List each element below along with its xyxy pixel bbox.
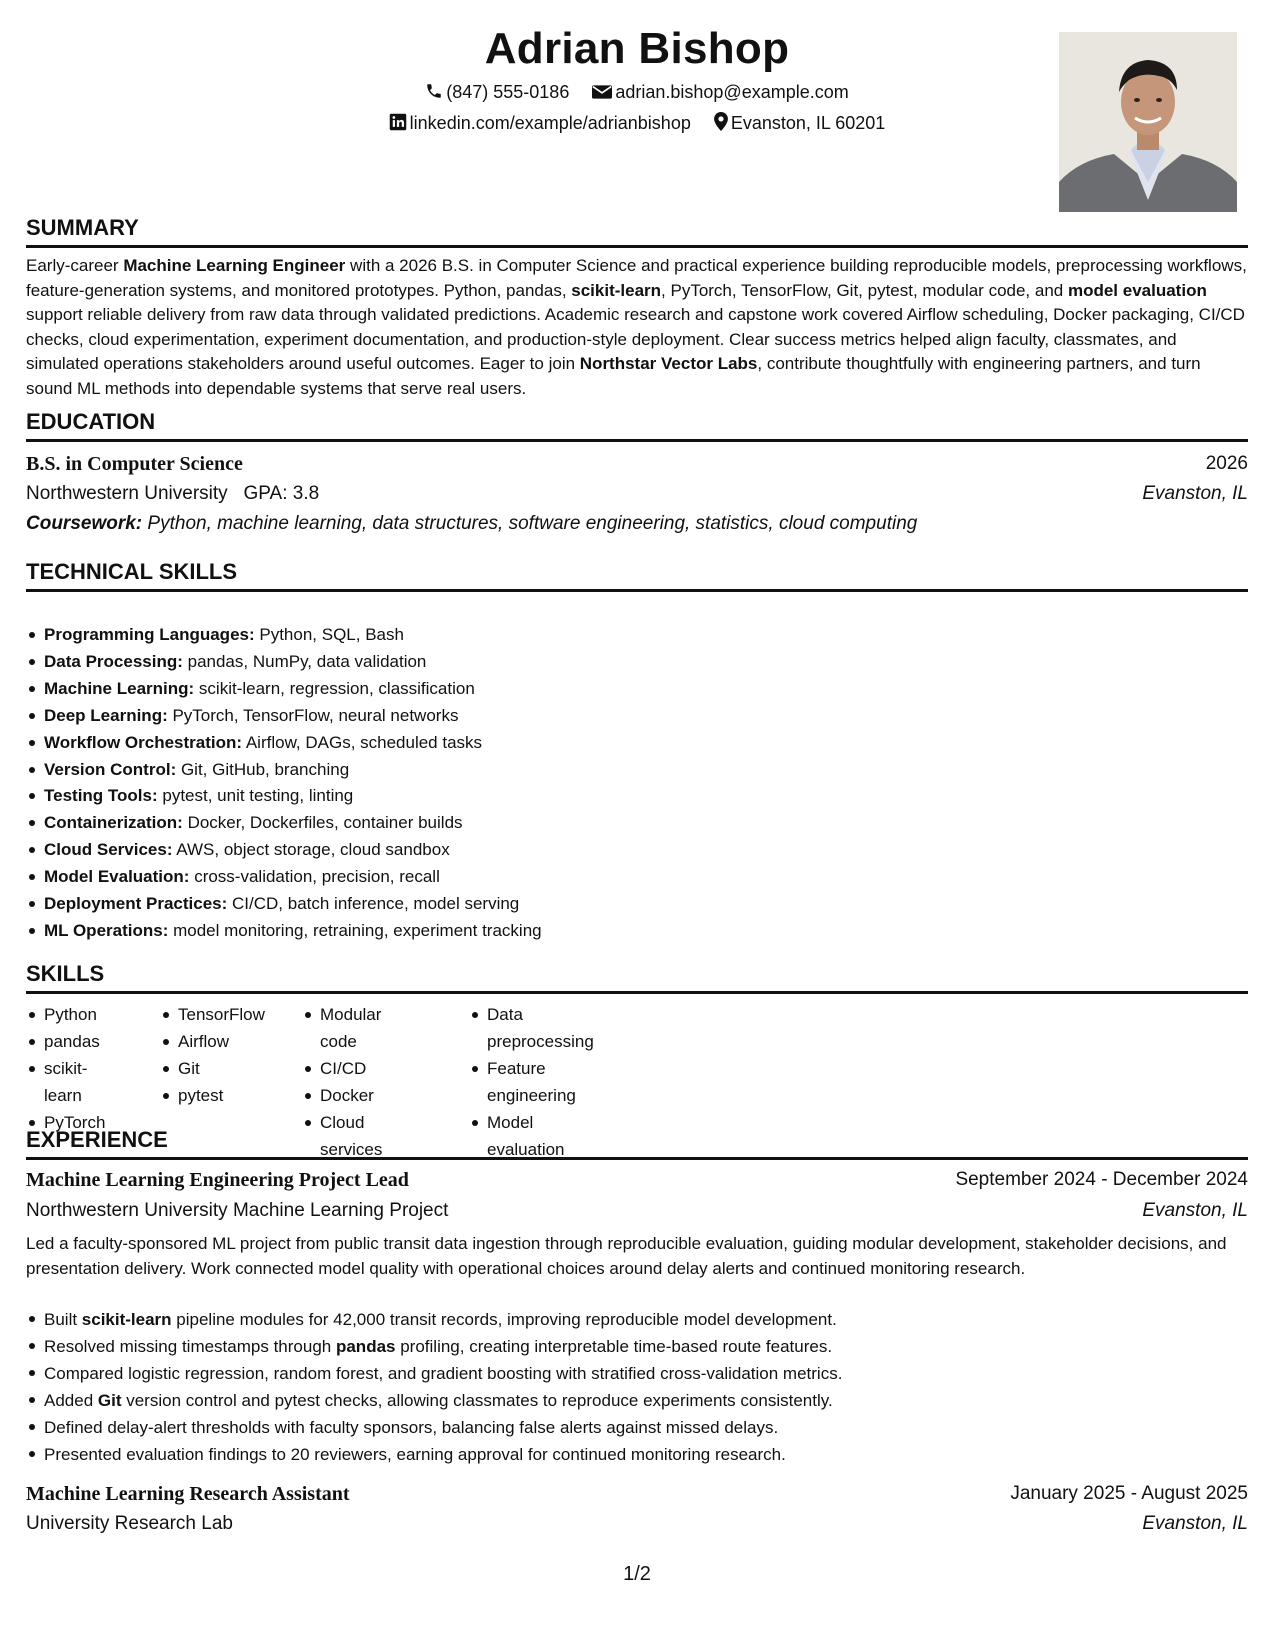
summary-bold-3: model evaluation bbox=[1067, 280, 1207, 300]
skill-category-values: Airflow, DAGs, scheduled tasks bbox=[242, 732, 483, 752]
education-school-row bbox=[26, 480, 1248, 508]
summary-bold-2: scikit-learn bbox=[571, 280, 662, 300]
job-2-org: University Research Lab bbox=[26, 1513, 233, 1534]
candidate-name: Adrian Bishop bbox=[484, 24, 790, 73]
technical-skills-heading: TECHNICAL SKILLS bbox=[26, 558, 1248, 592]
list-item: Feature engineering bbox=[469, 1056, 594, 1110]
list-item bbox=[26, 810, 1248, 837]
job-2-location: Evanston, IL bbox=[1142, 1513, 1248, 1534]
job-1-dates: September 2024 - December 2024 bbox=[955, 1169, 1248, 1190]
bullet-bold: pandas bbox=[335, 1337, 396, 1356]
list-item bbox=[26, 837, 1248, 864]
skill-category-label: Programming Languages: bbox=[44, 625, 255, 644]
skill-category-label: Deployment Practices: bbox=[44, 894, 228, 914]
profile-photo bbox=[1059, 32, 1237, 212]
job-2-role: Machine Learning Research Assistant bbox=[26, 1483, 350, 1505]
list-item bbox=[26, 1441, 1248, 1468]
gpa: GPA: 3.8 bbox=[243, 483, 320, 504]
list-item bbox=[26, 783, 1248, 810]
skills-heading: SKILLS bbox=[26, 960, 1248, 994]
bullet-text: profiling, creating interpretable time-based route features. bbox=[395, 1337, 833, 1356]
skills-column-2 bbox=[160, 1002, 265, 1110]
skill-category-values: Python, SQL, Bash bbox=[254, 625, 404, 644]
summary-text-5: , contribute thoughtfully with engineering partners, and turn sound ML methods into dependable systems that serve real users. bbox=[26, 354, 1201, 398]
list-item bbox=[26, 730, 1248, 757]
skill-category-label: Containerization: bbox=[44, 813, 183, 833]
bullet-bold: Git bbox=[97, 1391, 122, 1410]
summary-text-2: with a 2026 B.S. in Computer Science and practical experience building reproducible models, preprocessing workflows, feature-generation systems, and monitored prototypes. Python, pandas, bbox=[26, 256, 1247, 300]
skill-category-values: AWS, object storage, cloud sandbox bbox=[172, 840, 450, 860]
skill-category-values: scikit-learn, regression, classification bbox=[194, 678, 475, 698]
skill-category-label: Cloud Services: bbox=[44, 840, 173, 860]
summary-heading: SUMMARY bbox=[26, 214, 1248, 248]
list-item bbox=[26, 1360, 1248, 1387]
school-line bbox=[26, 480, 319, 508]
job-1-bullets bbox=[26, 1306, 1248, 1468]
list-item bbox=[26, 1414, 1248, 1441]
bullet-text: version control and pytest checks, allowing classmates to reproduce experiments consistently. bbox=[121, 1391, 833, 1410]
bullet-text: Resolved missing timestamps through bbox=[44, 1337, 336, 1356]
education-heading: EDUCATION bbox=[26, 408, 1248, 442]
phone-icon bbox=[425, 82, 443, 100]
education-degree-row bbox=[26, 450, 1248, 478]
list-item bbox=[26, 918, 1248, 945]
profile-photo-illustration bbox=[1059, 32, 1237, 212]
bullet-text: Defined delay-alert thresholds with faculty sponsors, balancing false alerts against missed delays. bbox=[44, 1418, 779, 1437]
list-item: Airflow bbox=[160, 1029, 265, 1056]
linkedin-contact[interactable] bbox=[389, 111, 691, 135]
email-text: adrian.bishop@example.com bbox=[615, 82, 849, 102]
list-item: Model evaluation bbox=[469, 1110, 594, 1164]
summary-text-1: Early-career bbox=[26, 256, 124, 275]
skill-category-values: Git, GitHub, branching bbox=[176, 759, 350, 779]
linkedin-text: linkedin.com/example/adrianbishop bbox=[409, 113, 691, 133]
list-item: pytest bbox=[160, 1083, 265, 1110]
graduation-year: 2026 bbox=[1205, 453, 1248, 474]
list-item: Git bbox=[160, 1056, 265, 1083]
job-2-org-row bbox=[26, 1510, 1248, 1538]
bullet-bold: scikit-learn bbox=[81, 1310, 172, 1329]
school-location: Evanston, IL bbox=[1142, 483, 1248, 504]
skills-column-1 bbox=[26, 1002, 105, 1137]
skill-category-values: cross-validation, precision, recall bbox=[189, 867, 440, 887]
skill-category-label: Model Evaluation: bbox=[44, 867, 190, 887]
skill-category-values: pandas, NumPy, data validation bbox=[182, 651, 427, 671]
list-item bbox=[26, 622, 1248, 649]
list-item bbox=[26, 1333, 1248, 1360]
phone-text: (847) 555-0186 bbox=[446, 82, 570, 102]
email-contact[interactable] bbox=[592, 80, 848, 104]
phone-contact[interactable] bbox=[425, 80, 569, 104]
list-item bbox=[26, 1387, 1248, 1414]
job-2-title-row bbox=[26, 1480, 1248, 1508]
location-contact bbox=[714, 111, 885, 135]
list-item: scikit-learn bbox=[26, 1056, 105, 1110]
list-item: Docker bbox=[302, 1083, 382, 1110]
map-pin-icon bbox=[714, 112, 728, 131]
list-item bbox=[26, 1306, 1248, 1333]
bullet-text: Built bbox=[44, 1310, 82, 1329]
skill-category-values: CI/CD, batch inference, model serving bbox=[227, 894, 520, 914]
technical-skills-list bbox=[26, 622, 1248, 945]
job-2-dates: January 2025 - August 2025 bbox=[1010, 1483, 1248, 1504]
coursework-row bbox=[26, 510, 1248, 538]
bullet-text: Added bbox=[44, 1391, 98, 1410]
list-item: Python bbox=[26, 1002, 105, 1029]
summary-text-3: , PyTorch, TensorFlow, Git, pytest, modular code, and bbox=[661, 280, 1068, 300]
skill-category-label: Version Control: bbox=[44, 759, 177, 779]
list-item bbox=[26, 891, 1248, 918]
summary-bold-4: Northstar Vector Labs bbox=[579, 354, 758, 374]
list-item: CI/CD bbox=[302, 1056, 382, 1083]
list-item bbox=[26, 649, 1248, 676]
skill-category-values: PyTorch, TensorFlow, neural networks bbox=[167, 705, 459, 725]
list-item: PyTorch bbox=[26, 1110, 105, 1137]
school-name: Northwestern University bbox=[26, 483, 228, 504]
skill-category-label: Testing Tools: bbox=[44, 786, 158, 806]
skill-category-values: Docker, Dockerfiles, container builds bbox=[182, 813, 463, 833]
coursework-line bbox=[26, 510, 917, 538]
list-item bbox=[26, 864, 1248, 891]
location-text: Evanston, IL 60201 bbox=[730, 113, 886, 133]
linkedin-icon bbox=[389, 113, 407, 131]
list-item bbox=[26, 757, 1248, 784]
list-item bbox=[26, 703, 1248, 730]
list-item: Modular code bbox=[302, 1002, 382, 1056]
bullet-text: pipeline modules for 42,000 transit records, improving reproducible model development. bbox=[171, 1310, 837, 1329]
coursework-label: Coursework: bbox=[26, 513, 143, 534]
job-1-org-row bbox=[26, 1197, 1248, 1225]
degree-title: B.S. in Computer Science bbox=[26, 453, 243, 475]
summary-bold-1: Machine Learning Engineer bbox=[123, 256, 346, 275]
job-1-description: Led a faculty-sponsored ML project from public transit data ingestion through reproducible evaluation, guiding modular development, stakeholder decisions, and presentation delivery. Work connected model quality with operational choices around delay alerts and continued monitoring research. bbox=[26, 1234, 1227, 1278]
list-item: Data preprocessing bbox=[469, 1002, 594, 1056]
envelope-icon bbox=[592, 84, 612, 100]
job-1-role: Machine Learning Engineering Project Lead bbox=[26, 1169, 409, 1191]
job-1-title-row bbox=[26, 1166, 1248, 1194]
job-1-location: Evanston, IL bbox=[1142, 1200, 1248, 1221]
skill-category-label: Deep Learning: bbox=[44, 705, 168, 725]
skill-category-values: model monitoring, retraining, experiment tracking bbox=[168, 920, 542, 940]
list-item: pandas bbox=[26, 1029, 105, 1056]
resume-page bbox=[26, 0, 1248, 1650]
bullet-text: Presented evaluation findings to 20 reviewers, earning approval for continued monitoring research. bbox=[44, 1445, 786, 1464]
job-1-org: Northwestern University Machine Learning Project bbox=[26, 1200, 449, 1221]
skill-category-label: ML Operations: bbox=[44, 920, 169, 940]
experience-heading: EXPERIENCE bbox=[26, 1126, 1248, 1160]
resume-header bbox=[26, 22, 1248, 222]
list-item bbox=[26, 676, 1248, 703]
skill-category-label: Machine Learning: bbox=[44, 678, 195, 698]
list-item: Cloud services bbox=[302, 1110, 382, 1164]
skill-category-label: Data Processing: bbox=[44, 651, 183, 671]
skill-category-label: Workflow Orchestration: bbox=[44, 732, 243, 752]
coursework-list: Python, machine learning, data structures, software engineering, statistics, cloud computing bbox=[142, 513, 918, 534]
summary-paragraph bbox=[26, 254, 1248, 402]
bullet-text: Compared logistic regression, random forest, and gradient boosting with stratified cross-validation metrics. bbox=[44, 1364, 843, 1383]
page-number: 1/2 bbox=[623, 1563, 651, 1585]
skill-category-values: pytest, unit testing, linting bbox=[157, 786, 354, 806]
summary-text-4: support reliable delivery from raw data through validated predictions. Academic research and capstone work covered Airflow scheduling, Docker packaging, CI/CD checks, cloud experimentation, experiment documentation, and production-style deployment. Clear success metrics helped align faculty, classmates, and simulated operations stakeholders around useful outcomes. Eager to join bbox=[26, 305, 1245, 374]
list-item: TensorFlow bbox=[160, 1002, 265, 1029]
